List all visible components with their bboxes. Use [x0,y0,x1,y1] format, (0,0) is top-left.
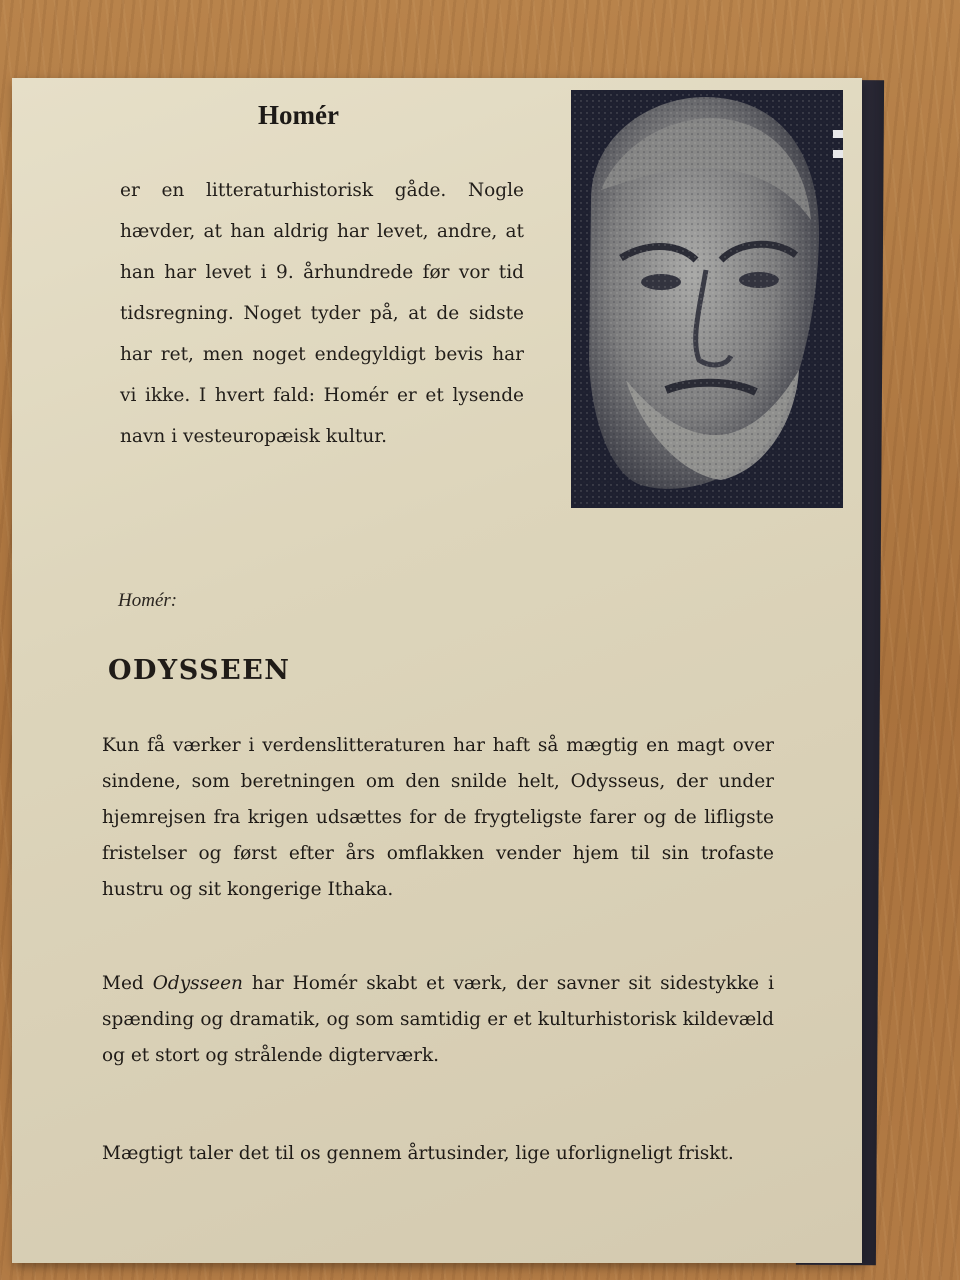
cover-title-homer: Homér [258,100,339,130]
book-author: Homér: [118,590,178,611]
p2-title-italic: Odysseen [152,973,243,994]
p2-lead: Med [102,973,144,994]
p2-rest: har Homér skabt et værk, der savner sit sidestykke i spænding og dramatik, og som samtidig er et kulturhistorisk kildevæld og et stort og strålende digterværk. [102,973,774,1066]
book-title-odysseen: ODYSSEEN [108,655,291,686]
description-paragraph-1: Kun få værker i verdenslitteraturen har haft så mægtig en magt over sindene, som beretningen om den snilde helt, Odysseus, der under hjemrejsen fra krigen udsættes for de frygteligste farer og de lifligste fristelser og først efter års omflakken vender hjem til sin trofaste hustru og sit kongerige Ithaka. [102,735,774,900]
author-intro-text: er en litteraturhistorisk gåde. Nogle hævder, at han aldrig har levet, andre, at han har levet i 9. århundrede før vor tid tidsregning. Noget tyder på, at de sidste har ret, men noget endegyldigt bevis har vi ikke. I hvert fald: Homér er et lysende navn i vesteuropæisk kultur. [120,180,524,447]
homer-bust-photo [571,90,843,508]
description-paragraph-3: Mægtigt taler det til os gennem årtusinder, lige uforligneligt friskt. [102,1143,734,1164]
description-paragraph-2 [102,966,774,1074]
